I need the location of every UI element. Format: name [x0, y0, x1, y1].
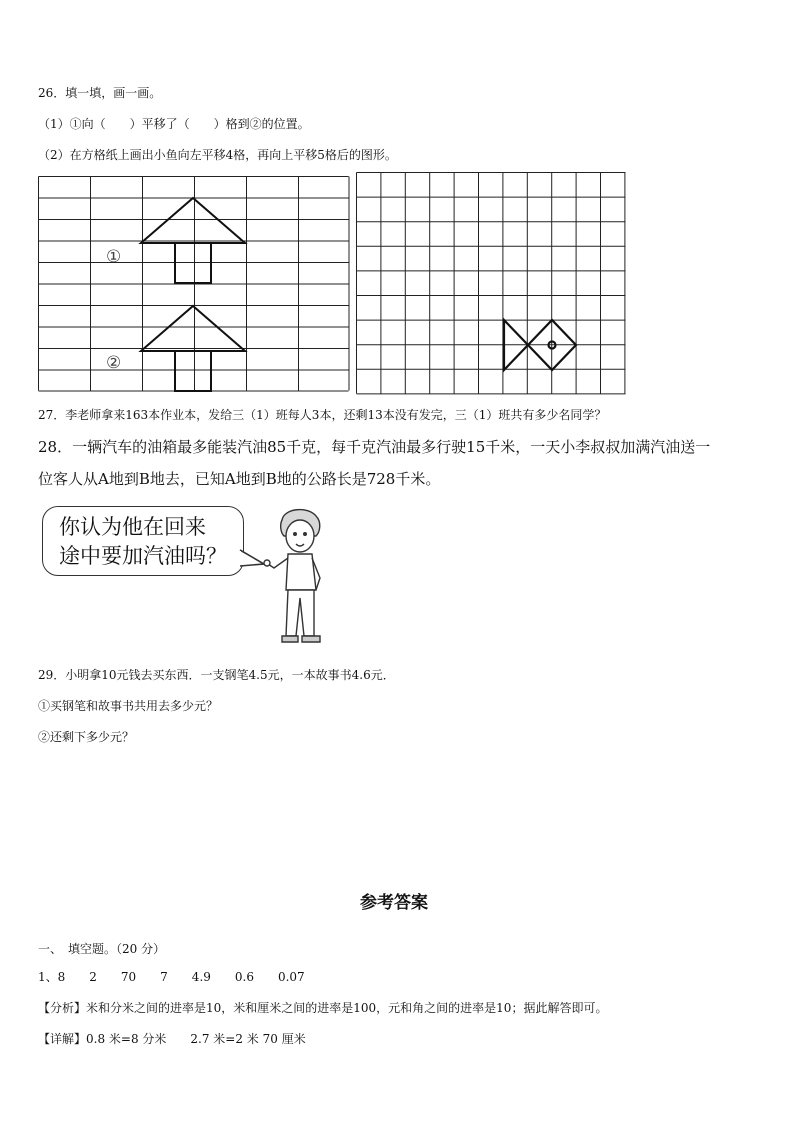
q29-sub1: ①买钢笔和故事书共用去多少元？	[38, 699, 219, 713]
answers-row1: 1、8 2 70 7 4.9 0.6 0.07	[38, 970, 305, 984]
bubble-line-2: 途中要加汽油吗？	[59, 544, 227, 568]
boy-illustration	[262, 506, 334, 646]
q26-part1: （1）①向（ ）平移了（ ）格到②的位置。	[38, 117, 310, 131]
bubble-line-1: 你认为他在回来	[59, 515, 206, 539]
q27-text: 27．李老师拿来163本作业本，发给三（1）班每人3本，还剩13本没有发完，三（1）班共有多少名同学？	[38, 408, 607, 422]
marker-2: ②	[106, 353, 122, 373]
q29-text: 29．小明拿10元钱去买东西．一支钢笔4.5元，一本故事书4.6元．	[38, 668, 395, 682]
marker-1: ①	[106, 247, 122, 267]
answers-analysis: 【分析】米和分米之间的进率是10，米和厘米之间的进率是100，元和角之间的进率是10；据此解答即可。	[38, 1001, 608, 1015]
q29-sub2: ②还剩下多少元？	[38, 730, 135, 744]
bubble-text	[59, 513, 227, 571]
fish-grid	[356, 172, 628, 396]
answers-detail: 【详解】0.8 米=8 分米 2.7 米=2 米 70 厘米	[38, 1032, 306, 1046]
answers-title: 参考答案	[360, 893, 428, 913]
speech-bubble	[42, 506, 244, 576]
q26-part2: （2）在方格纸上画出小鱼向左平移4格，再向上平移5格后的图形。	[38, 148, 397, 162]
q26-title: 26．填一填，画一画。	[38, 86, 162, 100]
arrow-grid	[38, 176, 350, 392]
q28-line1: 28．一辆汽车的油箱最多能装汽油85千克，每千克汽油最多行驶15千米，一天小李叔叔加满汽油送一	[38, 438, 711, 456]
q28-line2: 位客人从A地到B地去，已知A地到B地的公路长是728千米。	[38, 470, 441, 488]
answers-section: 一、 填空题。（20 分）	[38, 942, 166, 956]
